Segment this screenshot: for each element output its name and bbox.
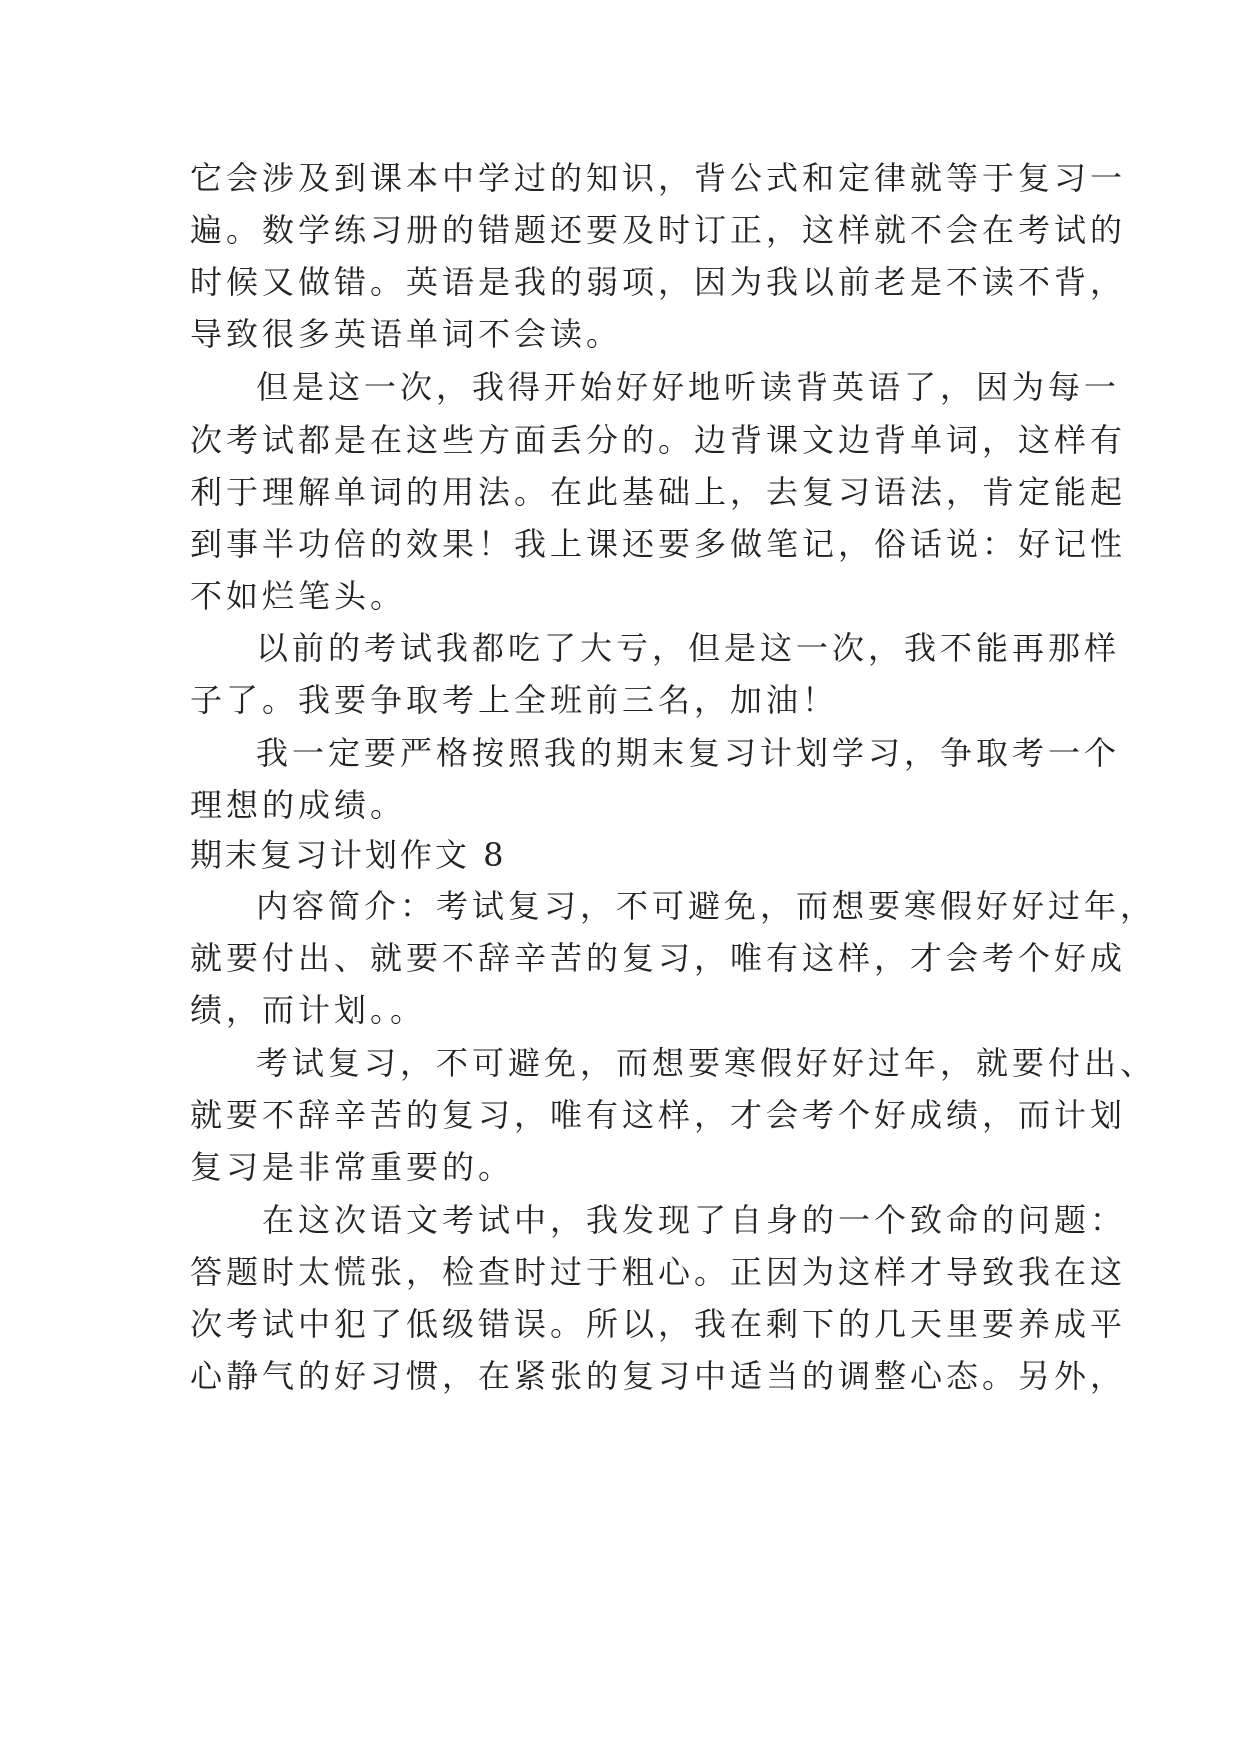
text-line: 利于理解单词的用法。在此基础上，去复习语法，肯定能起 [190, 473, 1127, 511]
text-line: 时候又做错。英语是我的弱项，因为我以前老是不读不背， [190, 263, 1127, 301]
text-line: 但是这一次，我得开始好好地听读背英语了，因为每一 [256, 368, 1121, 406]
text-line: 考试复习，不可避免，而想要寒假好好过年，就要付出、 [256, 1044, 1157, 1082]
text-line: 它会涉及到课本中学过的知识，背公式和定律就等于复习一 [190, 159, 1127, 197]
text-line: 就要不辞辛苦的复习，唯有这样，才会考个好成绩，而计划 [190, 1096, 1127, 1134]
text-line: 以前的考试我都吃了大亏，但是这一次，我不能再那样 [256, 629, 1121, 667]
text-line: 到事半功倍的效果！我上课还要多做笔记，俗话说：好记性 [190, 525, 1127, 563]
text-line: 不如烂笔头。 [190, 577, 407, 615]
text-line: 次考试都是在这些方面丢分的。边背课文边背单词，这样有 [190, 421, 1127, 459]
text-line: 内容简介：考试复习，不可避免，而想要寒假好好过年， [256, 887, 1157, 925]
text-line: 我一定要严格按照我的期末复习计划学习，争取考一个 [256, 734, 1121, 772]
text-line: 次考试中犯了低级错误。所以，我在剩下的几天里要养成平 [190, 1305, 1127, 1343]
text-line: 导致很多英语单词不会读。 [190, 315, 623, 353]
text-line: 答题时太慌张，检查时过于粗心。正因为这样才导致我在这 [190, 1253, 1127, 1291]
text-line: 复习是非常重要的。 [190, 1148, 515, 1186]
text-line: 理想的成绩。 [190, 786, 407, 824]
text-line: 心静气的好习惯，在紧张的复习中适当的调整心态。另外， [190, 1357, 1127, 1395]
text-line: 在这次语文考试中，我发现了自身的一个致命的问题： [262, 1201, 1127, 1239]
text-line: 遍。数学练习册的错题还要及时订正，这样就不会在考试的 [190, 211, 1127, 249]
text-line: 子了。我要争取考上全班前三名，加油！ [190, 681, 839, 719]
section-heading: 期末复习计划作文 8 [190, 836, 507, 874]
text-line: 绩，而计划。。 [190, 991, 427, 1029]
text-line: 就要付出、就要不辞辛苦的复习，唯有这样，才会考个好成 [190, 939, 1127, 977]
